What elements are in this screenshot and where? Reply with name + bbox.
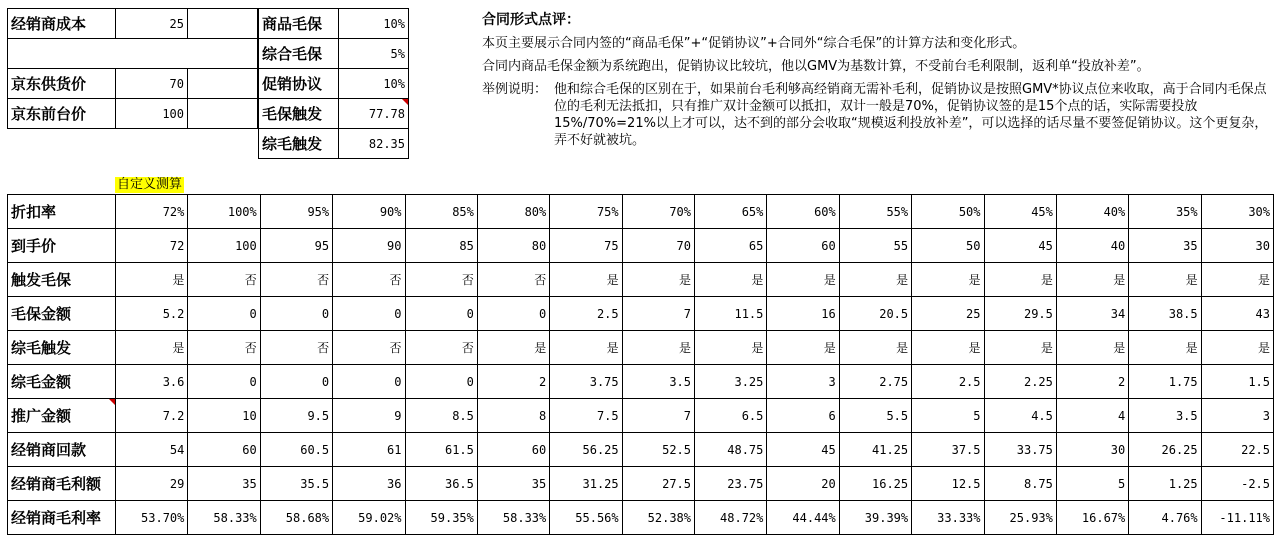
grid-cell[interactable]: 0 [260,365,332,399]
grid-cell[interactable]: 是 [550,263,622,297]
empty-cell[interactable] [188,69,258,99]
grid-cell[interactable]: 50% [912,195,984,229]
grid-cell[interactable]: 2.5 [550,297,622,331]
grid-cell[interactable]: 25 [912,297,984,331]
grid-cell[interactable]: 1.75 [1129,365,1201,399]
grid-cell[interactable]: 3 [1201,399,1273,433]
grid-cell[interactable]: 35.5 [260,467,332,501]
grid-cell[interactable]: 65% [695,195,767,229]
grid-cell[interactable]: 是 [839,263,911,297]
grid-cell[interactable]: 2.5 [912,365,984,399]
grid-cell[interactable]: 95% [260,195,332,229]
grid-row-label[interactable]: 折扣率 [8,195,116,229]
calc-grid [7,194,1274,535]
grid-cell[interactable]: 100 [188,229,260,263]
label-combined-margin[interactable]: 综合毛保 [259,39,339,69]
grid-cell[interactable]: 75 [550,229,622,263]
grid-cell[interactable]: 是 [839,331,911,365]
grid-cell[interactable]: 25.93% [984,501,1056,535]
grid-cell[interactable]: 33.33% [912,501,984,535]
summary-row-margin-trigger [259,99,409,129]
grid-cell[interactable]: 0 [260,297,332,331]
grid-cell[interactable]: 5 [1056,467,1128,501]
grid-cell[interactable]: 90 [333,229,405,263]
grid-cell[interactable]: 35 [1129,229,1201,263]
grid-cell[interactable]: -11.11% [1201,501,1273,535]
grid-cell[interactable]: 是 [1201,331,1273,365]
grid-cell[interactable]: 72% [116,195,188,229]
grid-cell[interactable]: 2.75 [839,365,911,399]
grid-row [8,365,1274,399]
grid-row [8,229,1274,263]
grid-cell[interactable]: 6.5 [695,399,767,433]
grid-cell[interactable]: 0 [477,297,549,331]
grid-cell[interactable]: 50 [912,229,984,263]
grid-row-label[interactable]: 经销商毛利额 [8,467,116,501]
grid-row-label[interactable]: 综毛触发 [8,331,116,365]
grid-cell[interactable]: 0 [333,365,405,399]
grid-cell[interactable]: 是 [984,263,1056,297]
grid-cell[interactable]: 7.5 [550,399,622,433]
grid-cell[interactable]: 22.5 [1201,433,1273,467]
grid-cell[interactable]: 40 [1056,229,1128,263]
blank-merged-cell[interactable] [8,39,258,69]
grid-cell[interactable]: 是 [622,331,694,365]
grid-cell[interactable]: 53.70% [116,501,188,535]
grid-cell[interactable]: 61.5 [405,433,477,467]
grid-row [8,501,1274,535]
grid-cell[interactable]: 31.25 [550,467,622,501]
grid-cell[interactable]: 60 [767,229,839,263]
grid-cell[interactable]: 是 [1056,263,1128,297]
grid-cell[interactable]: 70 [622,229,694,263]
grid-cell[interactable]: 4.5 [984,399,1056,433]
grid-cell[interactable]: 35 [477,467,549,501]
grid-cell[interactable]: 3.75 [550,365,622,399]
grid-cell[interactable]: 36.5 [405,467,477,501]
grid-cell[interactable]: 45% [984,195,1056,229]
grid-cell[interactable]: 43 [1201,297,1273,331]
grid-cell[interactable]: 8.75 [984,467,1056,501]
grid-cell[interactable]: 2.25 [984,365,1056,399]
empty-cell[interactable] [188,99,258,129]
grid-row [8,331,1274,365]
grid-cell[interactable]: 60.5 [260,433,332,467]
value-jd-front-price[interactable]: 100 [116,99,188,129]
grid-cell[interactable]: 30 [1201,229,1273,263]
grid-row-label[interactable]: 毛保金额 [8,297,116,331]
grid-cell[interactable]: 48.72% [695,501,767,535]
grid-cell[interactable]: 34 [1056,297,1128,331]
grid-cell[interactable]: 3 [767,365,839,399]
grid-cell[interactable]: 36 [333,467,405,501]
grid-cell[interactable]: 0 [405,365,477,399]
grid-cell[interactable]: 8.5 [405,399,477,433]
summary-row-front-price [8,99,258,129]
cost-summary-table [7,8,258,129]
grid-cell[interactable]: 39.39% [839,501,911,535]
grid-cell[interactable]: 44.44% [767,501,839,535]
grid-cell[interactable]: 40% [1056,195,1128,229]
grid-cell[interactable]: 3.5 [1129,399,1201,433]
grid-cell[interactable]: 30 [1056,433,1128,467]
notes-paragraph-1: 本页主要展示合同内签的“商品毛保”+“促销协议”+合同外“综合毛保”的计算方法和变化形式。 [482,36,1026,51]
grid-cell[interactable]: 是 [1129,263,1201,297]
grid-cell[interactable]: 否 [405,331,477,365]
grid-cell[interactable]: 否 [188,263,260,297]
grid-cell[interactable]: 48.75 [695,433,767,467]
grid-cell[interactable]: 7 [622,297,694,331]
grid-cell[interactable]: 是 [550,331,622,365]
grid-row [8,263,1274,297]
grid-cell[interactable]: 38.5 [1129,297,1201,331]
grid-cell[interactable]: 33.75 [984,433,1056,467]
grid-cell[interactable]: -2.5 [1201,467,1273,501]
summary-row-promo-agreement [259,69,409,99]
grid-cell[interactable]: 是 [695,331,767,365]
value-combined-margin[interactable]: 5% [339,39,409,69]
margin-summary-table [258,8,409,159]
grid-cell[interactable]: 3.5 [622,365,694,399]
grid-cell[interactable]: 54 [116,433,188,467]
grid-cell[interactable]: 否 [333,331,405,365]
grid-cell[interactable]: 55.56% [550,501,622,535]
grid-cell[interactable]: 55% [839,195,911,229]
grid-cell[interactable]: 29.5 [984,297,1056,331]
notes-paragraph-2: 合同内商品毛保金额为系统跑出，促销协议比较坑，他以GMV为基数计算，不受前台毛利限制，返利单“投放补差”。 [482,59,1150,74]
grid-cell[interactable]: 7.2 [116,399,188,433]
label-product-margin[interactable]: 商品毛保 [259,9,339,39]
grid-cell[interactable]: 6 [767,399,839,433]
grid-cell[interactable]: 是 [912,263,984,297]
grid-row-label[interactable]: 触发毛保 [8,263,116,297]
summary-row-supply-price [8,69,258,99]
grid-cell[interactable]: 7 [622,399,694,433]
grid-row [8,467,1274,501]
grid-cell[interactable]: 11.5 [695,297,767,331]
grid-cell[interactable]: 95 [260,229,332,263]
grid-cell[interactable]: 4 [1056,399,1128,433]
summary-row-combined-trigger [259,129,409,159]
grid-cell[interactable]: 61 [333,433,405,467]
grid-cell[interactable]: 20 [767,467,839,501]
grid-cell[interactable]: 1.5 [1201,365,1273,399]
grid-cell[interactable]: 是 [1056,331,1128,365]
grid-row [8,433,1274,467]
label-dealer-cost[interactable]: 经销商成本 [8,9,116,39]
grid-cell[interactable]: 35 [188,467,260,501]
grid-cell[interactable]: 90% [333,195,405,229]
grid-cell[interactable]: 58.33% [188,501,260,535]
custom-calc-tag[interactable]: 自定义测算 [117,177,183,192]
grid-cell[interactable]: 是 [116,331,188,365]
grid-cell[interactable]: 5.2 [116,297,188,331]
summary-row-blank [8,39,258,69]
grid-cell[interactable]: 是 [1201,263,1273,297]
grid-cell[interactable]: 否 [477,263,549,297]
grid-cell[interactable]: 56.25 [550,433,622,467]
grid-cell[interactable]: 59.35% [405,501,477,535]
grid-cell[interactable]: 是 [912,331,984,365]
grid-cell[interactable]: 否 [260,331,332,365]
grid-cell[interactable]: 是 [767,331,839,365]
grid-cell[interactable]: 41.25 [839,433,911,467]
grid-cell[interactable]: 1.25 [1129,467,1201,501]
grid-cell[interactable]: 是 [767,263,839,297]
summary-row-product-margin [259,9,409,39]
value-promo-agreement[interactable]: 10% [339,69,409,99]
label-jd-supply-price[interactable]: 京东供货价 [8,69,116,99]
notes-example-key: 举例说明： [482,82,548,97]
grid-cell[interactable]: 是 [622,263,694,297]
grid-cell[interactable]: 0 [188,297,260,331]
empty-cell[interactable] [188,9,258,39]
grid-cell[interactable]: 是 [116,263,188,297]
grid-cell[interactable]: 是 [477,331,549,365]
grid-cell[interactable]: 20.5 [839,297,911,331]
grid-cell[interactable]: 否 [405,263,477,297]
notes-example [482,81,1277,149]
grid-cell[interactable]: 85 [405,229,477,263]
notes-example-text: 他和综合毛保的区别在于，如果前台毛利够高经销商无需补毛利，促销协议是按照GMV*协议点位来收取，高于合同内毛保点位的毛利无法抵扣，只有推广双计金额可以抵扣，双计一般是70%，促销协议签的是15个点的话，实际需要投放15%/70%=21%以上才可以，达不到的部分会收取“规模返利投放补差”，可以选择的话尽量不要签促销协议。这个更复杂，弄不好就被坑。 [554,82,1268,148]
grid-cell[interactable]: 80% [477,195,549,229]
grid-cell[interactable]: 30% [1201,195,1273,229]
label-jd-front-price[interactable]: 京东前台价 [8,99,116,129]
grid-cell[interactable]: 75% [550,195,622,229]
grid-cell[interactable]: 45 [767,433,839,467]
grid-row [8,399,1274,433]
grid-cell[interactable]: 100% [188,195,260,229]
grid-cell[interactable]: 4.76% [1129,501,1201,535]
contract-notes [482,12,1277,149]
grid-cell[interactable]: 否 [333,263,405,297]
grid-row-label[interactable]: 综毛金额 [8,365,116,399]
grid-cell[interactable]: 5.5 [839,399,911,433]
grid-cell[interactable]: 55 [839,229,911,263]
grid-cell[interactable]: 2 [1056,365,1128,399]
grid-cell[interactable]: 10 [188,399,260,433]
summary-row-cost [8,9,258,39]
value-margin-trigger[interactable]: 77.78 [339,99,409,129]
grid-cell[interactable]: 23.75 [695,467,767,501]
value-product-margin[interactable]: 10% [339,9,409,39]
grid-cell[interactable]: 3.6 [116,365,188,399]
grid-cell[interactable]: 5 [912,399,984,433]
grid-cell[interactable]: 是 [984,331,1056,365]
grid-cell[interactable]: 0 [333,297,405,331]
grid-row-label[interactable]: 到手价 [8,229,116,263]
grid-cell[interactable]: 否 [188,331,260,365]
grid-cell[interactable]: 80 [477,229,549,263]
grid-cell[interactable]: 16.67% [1056,501,1128,535]
value-combined-trigger[interactable]: 82.35 [339,129,409,159]
grid-row-label[interactable]: 推广金额 [8,399,116,433]
label-combined-trigger[interactable]: 综毛触发 [259,129,339,159]
grid-cell[interactable]: 2 [477,365,549,399]
grid-cell[interactable]: 3.25 [695,365,767,399]
grid-cell[interactable]: 16.25 [839,467,911,501]
grid-cell[interactable]: 70% [622,195,694,229]
grid-cell[interactable]: 29 [116,467,188,501]
grid-cell[interactable]: 52.38% [622,501,694,535]
grid-cell[interactable]: 27.5 [622,467,694,501]
grid-cell[interactable]: 8 [477,399,549,433]
summary-row-combined-margin [259,39,409,69]
value-dealer-cost[interactable]: 25 [116,9,188,39]
grid-cell[interactable]: 45 [984,229,1056,263]
grid-cell[interactable]: 0 [188,365,260,399]
notes-title: 合同形式点评： [482,12,580,28]
grid-cell[interactable]: 58.33% [477,501,549,535]
grid-cell[interactable]: 26.25 [1129,433,1201,467]
grid-cell[interactable]: 37.5 [912,433,984,467]
grid-cell[interactable]: 0 [405,297,477,331]
grid-cell[interactable]: 60% [767,195,839,229]
grid-row [8,297,1274,331]
grid-cell[interactable]: 85% [405,195,477,229]
grid-cell[interactable]: 65 [695,229,767,263]
label-margin-trigger[interactable]: 毛保触发 [259,99,339,129]
grid-cell[interactable]: 否 [260,263,332,297]
grid-cell[interactable]: 是 [1129,331,1201,365]
grid-cell[interactable]: 9.5 [260,399,332,433]
grid-cell[interactable]: 60 [477,433,549,467]
grid-cell[interactable]: 52.5 [622,433,694,467]
grid-row [8,195,1274,229]
grid-cell[interactable]: 59.02% [333,501,405,535]
grid-cell[interactable]: 是 [695,263,767,297]
grid-row-label[interactable]: 经销商毛利率 [8,501,116,535]
grid-cell[interactable]: 72 [116,229,188,263]
label-promo-agreement[interactable]: 促销协议 [259,69,339,99]
value-jd-supply-price[interactable]: 70 [116,69,188,99]
grid-cell[interactable]: 16 [767,297,839,331]
grid-cell[interactable]: 12.5 [912,467,984,501]
grid-cell[interactable]: 60 [188,433,260,467]
grid-cell[interactable]: 9 [333,399,405,433]
grid-cell[interactable]: 58.68% [260,501,332,535]
grid-row-label[interactable]: 经销商回款 [8,433,116,467]
grid-cell[interactable]: 35% [1129,195,1201,229]
